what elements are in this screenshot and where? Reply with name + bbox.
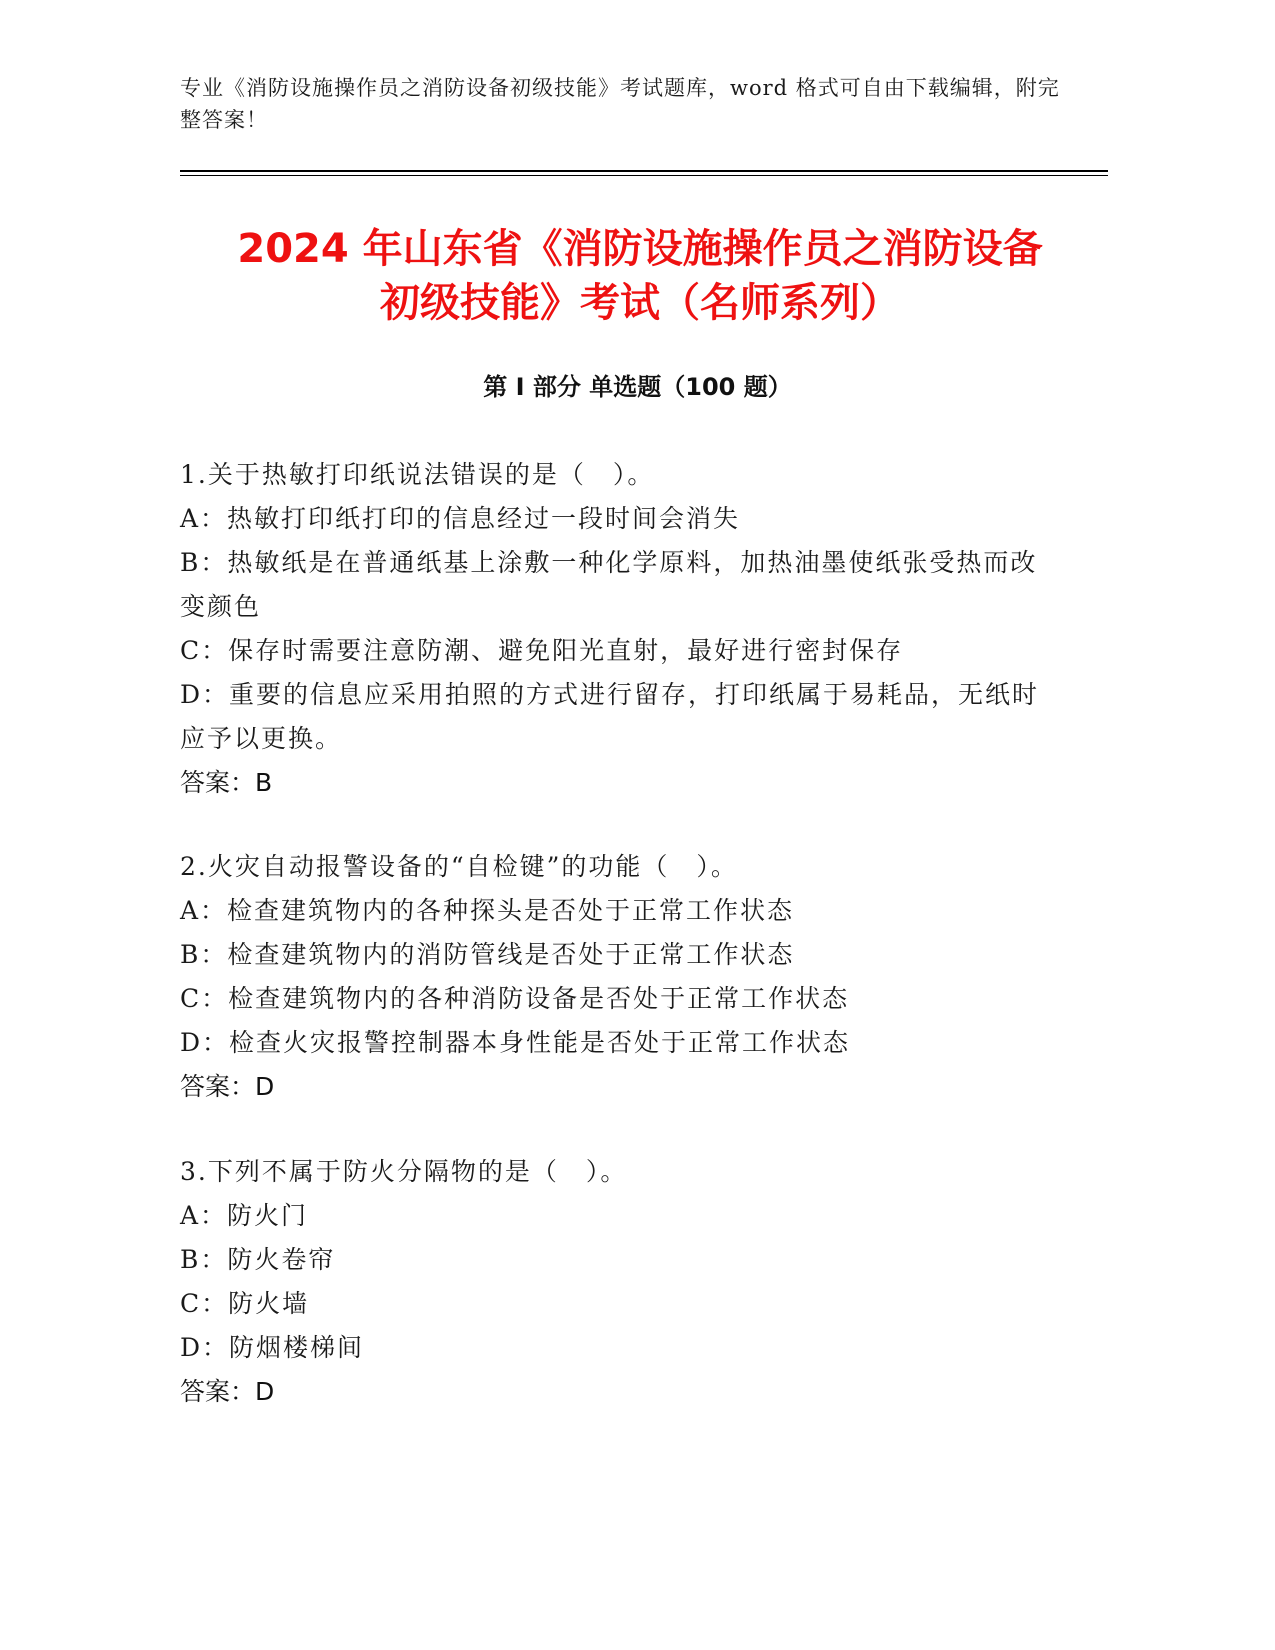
header-rule-thick: [180, 170, 1108, 172]
option-a: A：热敏打印纸打印的信息经过一段时间会消失: [180, 504, 741, 533]
question-stem: 2.火灾自动报警设备的“自检键”的功能（ ）。: [180, 852, 738, 881]
document-title-line-2: 初级技能》考试（名师系列）: [380, 280, 900, 326]
question-stem: 1.关于热敏打印纸说法错误的是（ ）。: [180, 460, 655, 489]
answer: 答案：D: [180, 1377, 275, 1406]
document-title-line-1: 2024 年山东省《消防设施操作员之消防设备: [237, 226, 1043, 272]
header-note: 专业《消防设施操作员之消防设备初级技能》考试题库，word 格式可自由下载编辑，附完整答案！: [180, 76, 1060, 132]
header-rule-thin: [180, 175, 1108, 176]
option-a: A：检查建筑物内的各种探头是否处于正常工作状态: [180, 896, 795, 925]
option-d: D：重要的信息应采用拍照的方式进行留存，打印纸属于易耗品，无纸时应予以更换。: [180, 680, 1040, 753]
section-title: 第 I 部分 单选题（100 题）: [483, 373, 792, 401]
answer: 答案：B: [180, 768, 273, 797]
option-c: C：保存时需要注意防潮、避免阳光直射，最好进行密封保存: [180, 636, 904, 665]
answer: 答案：D: [180, 1072, 275, 1101]
document-title: [140, 222, 1140, 330]
question-2: [180, 845, 1040, 1109]
option-b: B：防火卷帘: [180, 1245, 336, 1274]
option-b: B：检查建筑物内的消防管线是否处于正常工作状态: [180, 940, 795, 969]
option-d: D：检查火灾报警控制器本身性能是否处于正常工作状态: [180, 1028, 851, 1057]
option-c: C：检查建筑物内的各种消防设备是否处于正常工作状态: [180, 984, 850, 1013]
question-3: [180, 1150, 1040, 1414]
option-a: A：防火门: [180, 1201, 309, 1230]
option-d: D：防烟楼梯间: [180, 1333, 365, 1362]
question-1: [180, 453, 1040, 805]
option-c: C：防火墙: [180, 1289, 310, 1318]
option-b: B：热敏纸是在普通纸基上涂敷一种化学原料，加热油墨使纸张受热而改变颜色: [180, 548, 1038, 621]
question-stem: 3.下列不属于防火分隔物的是（ ）。: [180, 1157, 628, 1186]
